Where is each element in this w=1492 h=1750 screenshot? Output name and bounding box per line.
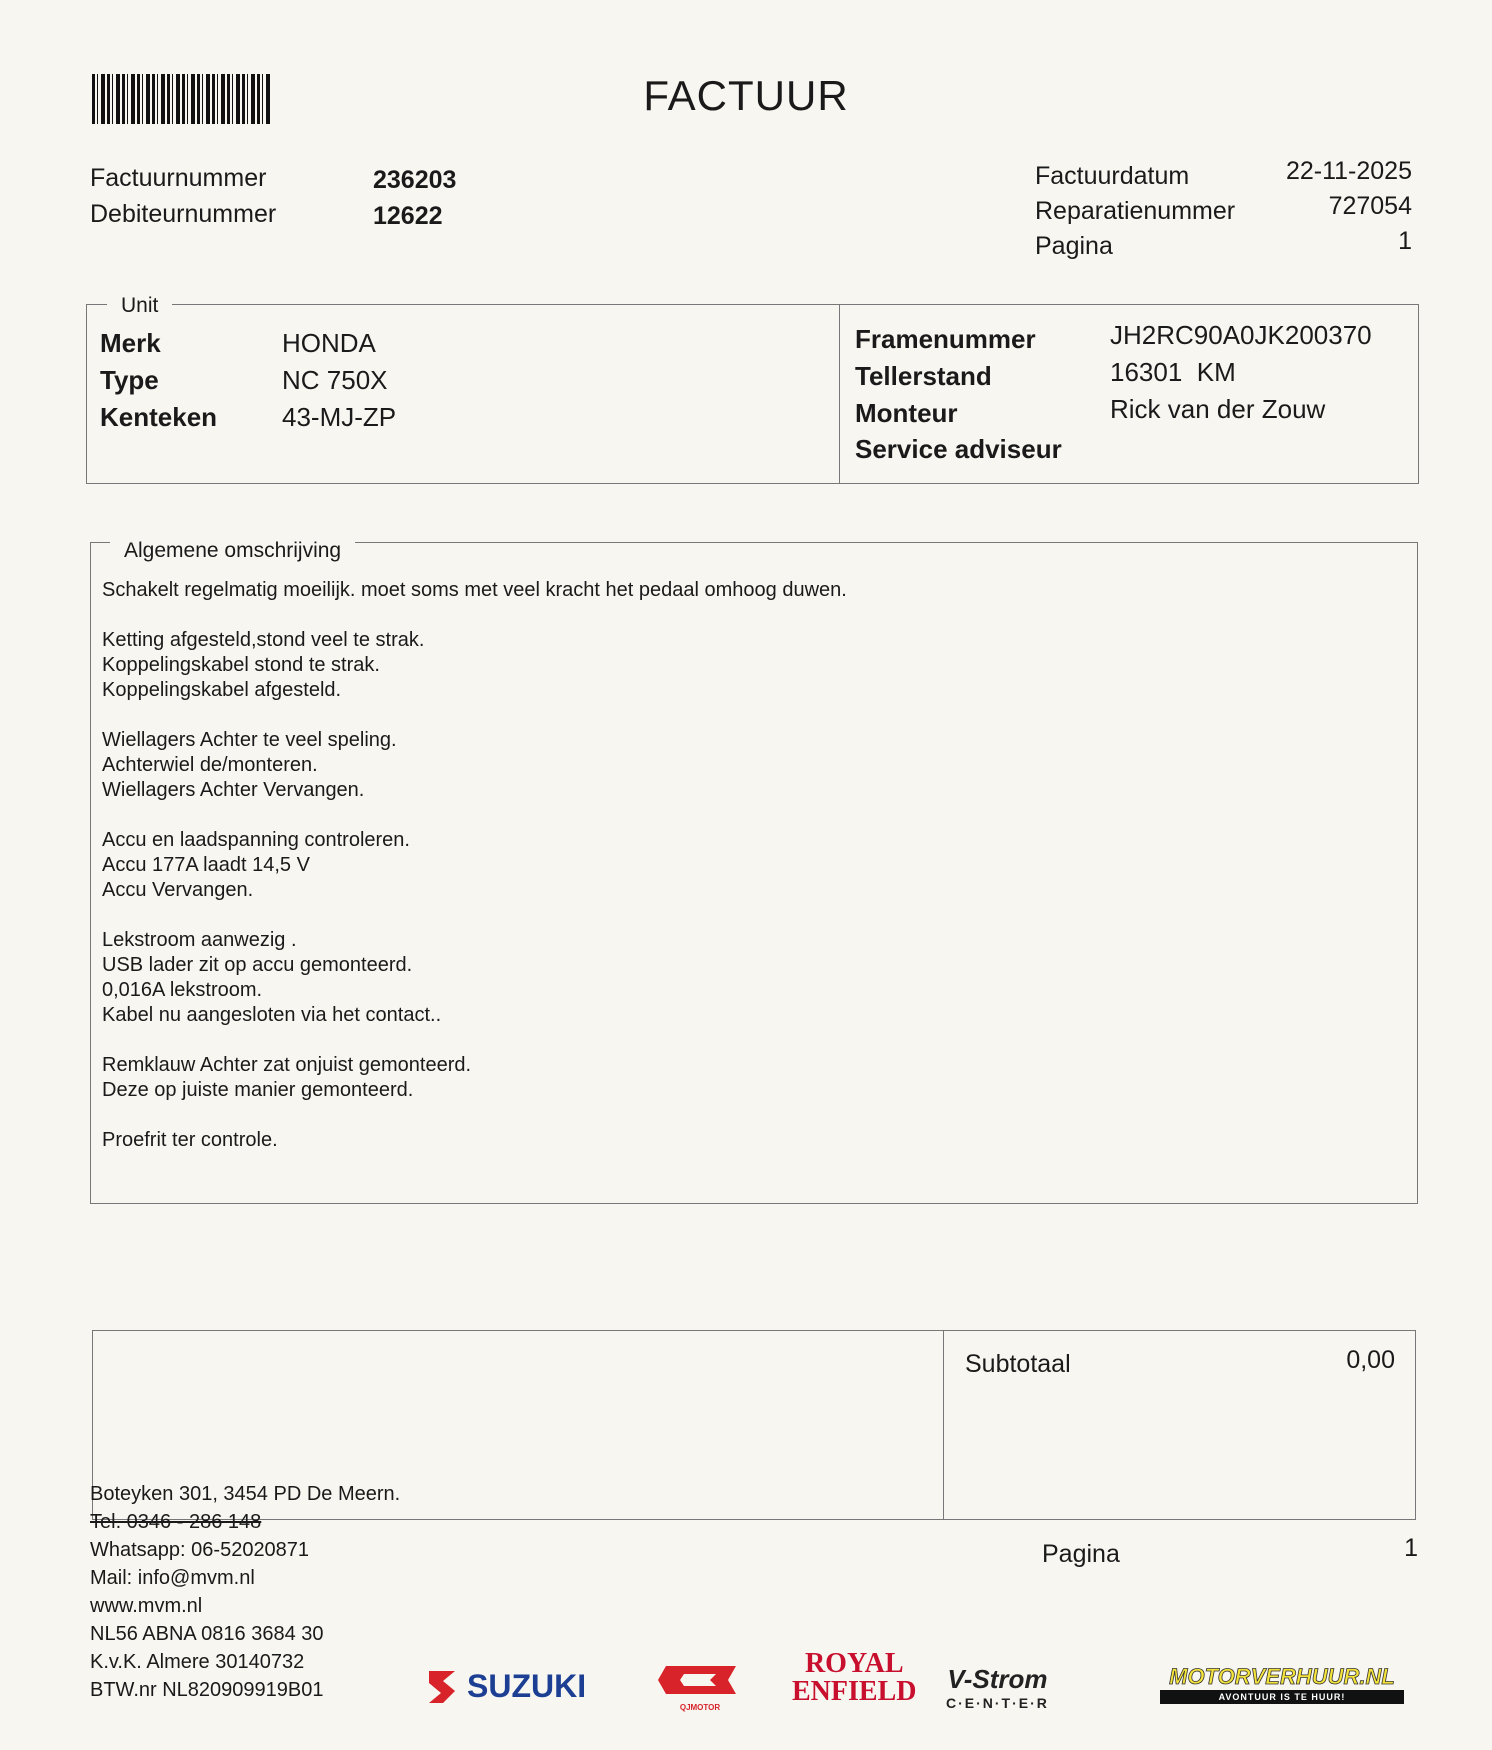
service-advisor-label: Service adviseur [855, 434, 1062, 464]
suzuki-text: SUZUKI [467, 1668, 587, 1704]
invoice-date-label: Factuurdatum [1035, 162, 1190, 190]
description-line: Wiellagers Achter te veel speling. [102, 729, 397, 751]
frame-number-label: Framenummer [855, 324, 1036, 354]
description-line: Schakelt regelmatig moeilijk. moet soms met veel kracht het pedaal omhoog duwen. [102, 579, 847, 601]
description-line: Ketting afgesteld,stond veel te strak. [102, 629, 425, 651]
subtotal-value: 0,00 [1346, 1346, 1395, 1374]
company-kvk: K.v.K. Almere 30140732 [90, 1651, 305, 1673]
type-label: Type [100, 365, 159, 395]
footer-page-value: 1 [1404, 1534, 1418, 1562]
company-vat: BTW.nr NL820909919B01 [90, 1679, 324, 1701]
company-website: www.mvm.nl [90, 1595, 203, 1617]
royal-enfield-logo [792, 1650, 916, 1706]
description-line: Koppelingskabel stond te strak. [102, 654, 380, 676]
suzuki-s-icon [425, 1669, 459, 1705]
odometer-label: Tellerstand [855, 361, 992, 391]
company-address: Boteyken 301, 3454 PD De Meern. [90, 1483, 401, 1505]
motorverhuur-tagline: AVONTUUR IS TE HUUR! [1160, 1690, 1404, 1704]
mechanic-value: Rick van der Zouw [1110, 394, 1326, 424]
invoice-date-value: 22-11-2025 [1285, 157, 1412, 185]
description-line: 0,016A lekstroom. [102, 979, 263, 1001]
description-line [102, 903, 847, 928]
license-plate-label: Kenteken [100, 402, 218, 432]
motorverhuur-text: MOTORVERHUUR.NL [1169, 1664, 1395, 1689]
company-phone: Tel. 0346 - 286 148 [90, 1511, 262, 1533]
qjmotor-text: QJMOTOR [679, 1703, 721, 1712]
description-line: USB lader zit op accu gemonteerd. [102, 954, 413, 976]
mechanic-label: Monteur [855, 398, 958, 428]
invoice-number-value: 236203 [373, 166, 457, 194]
unit-legend: Unit [107, 294, 172, 318]
footer-page-label: Pagina [1042, 1540, 1120, 1568]
description-line: Remklauw Achter zat onjuist gemonteerd. [102, 1054, 472, 1076]
motorverhuur-logo [1160, 1664, 1404, 1704]
qjmotor-logo [655, 1660, 745, 1712]
debtor-number-label: Debiteurnummer [90, 200, 277, 228]
description-line [102, 1103, 847, 1128]
brand-value: HONDA [282, 328, 376, 358]
description-line [102, 703, 847, 728]
description-line [102, 803, 847, 828]
company-whatsapp: Whatsapp: 06-52020871 [90, 1539, 310, 1561]
royal-text: ROYAL [804, 1648, 904, 1679]
description-line: Lekstroom aanwezig . [102, 929, 297, 951]
company-email: Mail: info@mvm.nl [90, 1567, 255, 1589]
vstrom-center-logo [946, 1664, 1049, 1711]
page-value: 1 [1398, 227, 1412, 255]
suzuki-logo [425, 1668, 586, 1705]
description-line: Koppelingskabel afgesteld. [102, 679, 342, 701]
description-line: Achterwiel de/monteren. [102, 754, 318, 776]
odometer-value: 16301 KM [1110, 357, 1236, 387]
type-value: NC 750X [282, 365, 388, 395]
document-title: FACTUUR [643, 72, 849, 119]
frame-number-value: JH2RC90A0JK200370 [1110, 320, 1372, 350]
description-line: Accu 177A laadt 14,5 V [102, 854, 310, 876]
description-line: Wiellagers Achter Vervangen. [102, 779, 365, 801]
vstrom-text: V-Strom [947, 1664, 1048, 1694]
description-legend: Algemene omschrijving [110, 539, 355, 563]
qjmotor-emblem-icon [656, 1660, 744, 1700]
subtotal-label: Subtotaal [965, 1350, 1071, 1378]
brand-label: Merk [100, 328, 161, 358]
description-line: Proefrit ter controle. [102, 1129, 278, 1151]
totals-divider [943, 1331, 944, 1519]
repair-number-label: Reparatienummer [1035, 197, 1236, 225]
debtor-number-value: 12622 [373, 202, 443, 230]
description-line [102, 603, 847, 628]
enfield-text: ENFIELD [792, 1676, 917, 1707]
description-line: Kabel nu aangesloten via het contact.. [102, 1004, 442, 1026]
page-label: Pagina [1035, 232, 1113, 260]
description-line: Deze op juiste manier gemonteerd. [102, 1079, 414, 1101]
company-details [90, 1480, 400, 1704]
license-plate-value: 43-MJ-ZP [282, 402, 397, 432]
description-line: Accu Vervangen. [102, 879, 254, 901]
vstrom-center-text: C·E·N·T·E·R [946, 1695, 1049, 1711]
description-lines [102, 578, 847, 1153]
unit-divider [839, 305, 840, 483]
company-iban: NL56 ABNA 0816 3684 30 [90, 1623, 324, 1645]
description-line: Accu en laadspanning controleren. [102, 829, 410, 851]
description-line [102, 1028, 847, 1053]
invoice-number-label: Factuurnummer [90, 164, 267, 192]
repair-number-value: 727054 [1328, 192, 1412, 220]
